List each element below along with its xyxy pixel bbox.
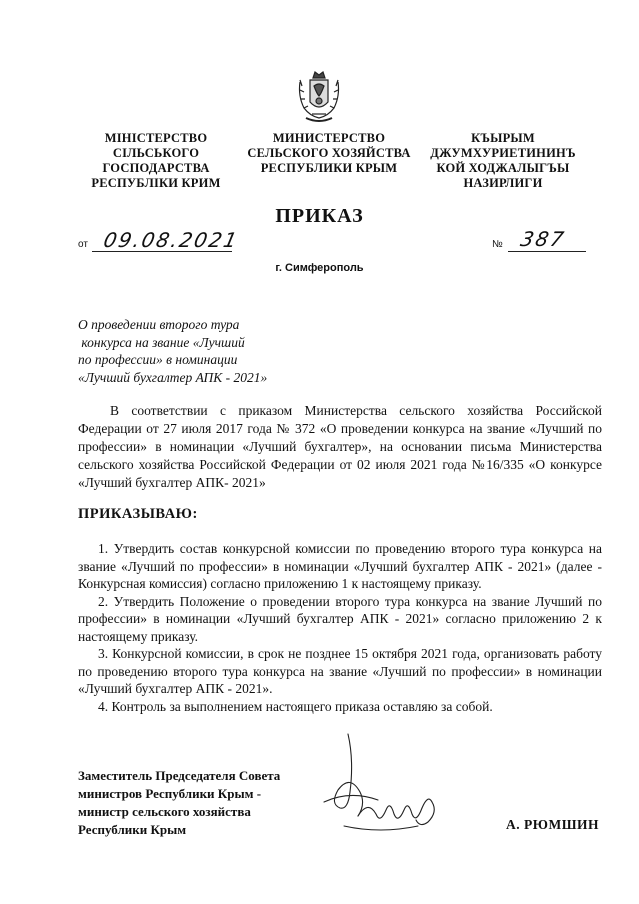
header-line: РЕСПУБЛИКИ КРЫМ	[260, 161, 398, 175]
order-subject	[78, 316, 267, 386]
signer-title	[78, 767, 280, 839]
ministry-name-russian	[240, 131, 418, 176]
date-label: от	[78, 239, 88, 250]
number-label: №	[492, 239, 503, 250]
order-item: 3. Конкурсной комиссии, в срок не позднее 15 октября 2021 года, организовать работу по проведению второго тура конкурса на звание «Лучший по профессии» в номинации «Лучший бухгалтер АПК - 2021».	[78, 646, 602, 696]
subject-line: по профессии» в номинации	[78, 352, 238, 367]
city: г. Симферополь	[275, 262, 364, 274]
signer-line: министр сельского хозяйства	[78, 804, 251, 819]
preamble	[78, 402, 602, 492]
ministry-name-ukrainian	[70, 131, 242, 191]
document-title: ПРИКАЗ	[275, 205, 364, 227]
crimea-coat-of-arms-icon	[296, 68, 342, 124]
order-item: 4. Контроль за выполнением настоящего приказа оставляю за собой.	[98, 698, 493, 714]
header-line: СІЛЬСЬКОГО	[112, 146, 200, 160]
order-item: 1. Утвердить состав конкурсной комиссии по проведению второго тура конкурса на звание «Лучший по профессии» в номинации «Лучший бухгалтер АПК - 2021» (далее - Конкурсная комиссия) согласно приложению 1 к настоящему приказу.	[78, 541, 602, 591]
signer-name: А. РЮМШИН	[506, 817, 600, 832]
handwritten-signature-icon	[320, 730, 450, 840]
order-word: ПРИКАЗЫВАЮ:	[78, 506, 198, 522]
header-line: ГОСПОДАРСТВА	[102, 161, 210, 175]
header-line: КОЙ ХОДЖАЛЫГЪЫ	[436, 161, 570, 175]
header-line: КЪЫРЫМ	[471, 131, 535, 145]
order-items	[78, 540, 602, 715]
header-line: МІНІСТЕРСТВО	[104, 131, 208, 145]
signer-line: министров Республики Крым -	[78, 786, 262, 801]
header-line: СЕЛЬСКОГО ХОЗЯЙСТВА	[247, 146, 411, 160]
header-line: ДЖУМХУРИЕТИНИНЪ	[430, 146, 576, 160]
header-line: НАЗИРЛИГИ	[463, 176, 543, 190]
order-item: 2. Утвердить Положение о проведении второго тура конкурса на звание Лучший по профессии» в номинации «Лучший бухгалтер АПК - 2021» согласно приложению 2 к настоящему приказу.	[78, 593, 602, 644]
signer-line: Республики Крым	[78, 822, 187, 837]
number-underline	[508, 251, 586, 252]
subject-line: О проведении второго тура	[78, 317, 240, 332]
number-value: 387	[518, 227, 568, 251]
subject-line: «Лучший бухгалтер АПК - 2021»	[78, 369, 268, 385]
subject-line: конкурса на звание «Лучший	[78, 334, 245, 350]
header-line: МИНИСТЕРСТВО	[272, 131, 386, 145]
signer-line: Заместитель Председателя Совета	[78, 768, 281, 783]
preamble-text: В соответствии с приказом Министерства сельского хозяйства Российской Федерации от 27 июля 2017 года № 372 «О проведении конкурса на звание «Лучший по профессии» в номинации «Лучший бухгалтер», на основании письма Министерства сельского хозяйства Российской Федерации от 02 июля 2021 года №16/335 «О конкурсе «Лучший бухгалтер АПК- 2021»	[78, 403, 602, 490]
date-value: 09.08.2021	[101, 228, 242, 252]
header-line: РЕСПУБЛІКИ КРИМ	[91, 176, 221, 190]
ministry-name-crimean-tatar	[418, 131, 588, 191]
